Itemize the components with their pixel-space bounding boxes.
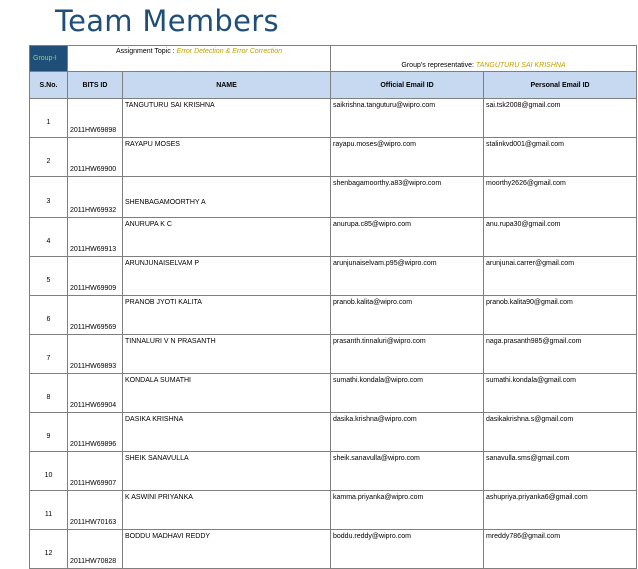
cell-name: SHEIK SANAVULLA bbox=[123, 452, 331, 491]
cell-sno: 11 bbox=[30, 491, 68, 530]
cell-name: ARUNJUNAISELVAM P bbox=[123, 257, 331, 296]
cell-name: SHENBAGAMOORTHY A bbox=[123, 177, 331, 218]
cell-name: RAYAPU MOSES bbox=[123, 138, 331, 177]
cell-official-email: rayapu.moses@wipro.com bbox=[331, 138, 484, 177]
table-row bbox=[30, 491, 637, 530]
cell-official-email: dasika.krishna@wipro.com bbox=[331, 413, 484, 452]
cell-name: DASIKA KRISHNA bbox=[123, 413, 331, 452]
col-header-sno: S.No. bbox=[30, 72, 68, 99]
cell-bits-id: 2011HW70828 bbox=[68, 530, 123, 569]
cell-personal-email: mreddy786@gmail.com bbox=[484, 530, 637, 569]
cell-sno: 7 bbox=[30, 335, 68, 374]
cell-name: PRANOB JYOTI KALITA bbox=[123, 296, 331, 335]
cell-official-email: sumathi.kondala@wipro.com bbox=[331, 374, 484, 413]
cell-bits-id: 2011HW69898 bbox=[68, 99, 123, 138]
cell-bits-id: 2011HW69932 bbox=[68, 177, 123, 218]
cell-official-email: arunjunaiselvam.p95@wipro.com bbox=[331, 257, 484, 296]
table-row bbox=[30, 452, 637, 491]
table-row bbox=[30, 296, 637, 335]
cell-bits-id: 2011HW70163 bbox=[68, 491, 123, 530]
team-members-table bbox=[29, 45, 637, 569]
page-title: Team Members bbox=[55, 4, 279, 38]
cell-sno: 1 bbox=[30, 99, 68, 138]
cell-bits-id: 2011HW69900 bbox=[68, 138, 123, 177]
cell-personal-email: arunjunai.carrer@gmail.com bbox=[484, 257, 637, 296]
cell-name: TANGUTURU SAI KRISHNA bbox=[123, 99, 331, 138]
table-row bbox=[30, 218, 637, 257]
cell-bits-id: 2011HW69907 bbox=[68, 452, 123, 491]
table-row bbox=[30, 257, 637, 296]
cell-name: K ASWINI PRIYANKA bbox=[123, 491, 331, 530]
cell-personal-email: anu.rupa30@gmail.com bbox=[484, 218, 637, 257]
cell-sno: 3 bbox=[30, 177, 68, 218]
cell-official-email: sheik.sanavulla@wipro.com bbox=[331, 452, 484, 491]
cell-bits-id: 2011HW69904 bbox=[68, 374, 123, 413]
cell-name: KONDALA SUMATHI bbox=[123, 374, 331, 413]
cell-personal-email: dasikakrishna.s@gmail.com bbox=[484, 413, 637, 452]
table-row bbox=[30, 530, 637, 569]
table-row bbox=[30, 138, 637, 177]
table-row bbox=[30, 335, 637, 374]
cell-sno: 5 bbox=[30, 257, 68, 296]
rep-value: TANGUTURU SAI KRISHNA bbox=[475, 62, 566, 69]
cell-bits-id: 2011HW69913 bbox=[68, 218, 123, 257]
cell-official-email: saikrishna.tanguturu@wipro.com bbox=[331, 99, 484, 138]
assignment-topic bbox=[68, 46, 331, 72]
cell-bits-id: 2011HW69909 bbox=[68, 257, 123, 296]
cell-sno: 2 bbox=[30, 138, 68, 177]
cell-sno: 6 bbox=[30, 296, 68, 335]
cell-official-email: boddu.reddy@wipro.com bbox=[331, 530, 484, 569]
cell-name: TINNALURI V N PRASANTH bbox=[123, 335, 331, 374]
cell-sno: 4 bbox=[30, 218, 68, 257]
table-row bbox=[30, 413, 637, 452]
cell-personal-email: sumathi.kondala@gmail.com bbox=[484, 374, 637, 413]
rep-label: Group's representative: bbox=[401, 62, 476, 69]
table-row bbox=[30, 99, 637, 138]
cell-bits-id: 2011HW69896 bbox=[68, 413, 123, 452]
column-header-row bbox=[30, 72, 637, 99]
group-label: Group-I bbox=[30, 46, 68, 72]
cell-official-email: kamma.priyanka@wipro.com bbox=[331, 491, 484, 530]
col-header-personal-email: Personal Email ID bbox=[484, 72, 637, 99]
cell-sno: 8 bbox=[30, 374, 68, 413]
topic-value: Error Detection & Error Correction bbox=[176, 48, 282, 55]
cell-name: ANURUPA K C bbox=[123, 218, 331, 257]
cell-personal-email: sanavulla.sms@gmail.com bbox=[484, 452, 637, 491]
table-info-row bbox=[30, 46, 637, 72]
cell-personal-email: sai.tsk2008@gmail.com bbox=[484, 99, 637, 138]
cell-name: BODDU MADHAVI REDDY bbox=[123, 530, 331, 569]
group-representative bbox=[331, 46, 637, 72]
cell-bits-id: 2011HW69569 bbox=[68, 296, 123, 335]
cell-official-email: shenbagamoorthy.a83@wipro.com bbox=[331, 177, 484, 218]
cell-personal-email: pranob.kalita90@gmail.com bbox=[484, 296, 637, 335]
cell-sno: 10 bbox=[30, 452, 68, 491]
cell-official-email: pranob.kalita@wipro.com bbox=[331, 296, 484, 335]
cell-personal-email: naga.prasanth985@gmail.com bbox=[484, 335, 637, 374]
col-header-name: NAME bbox=[123, 72, 331, 99]
cell-official-email: anurupa.c85@wipro.com bbox=[331, 218, 484, 257]
cell-personal-email: stalinkvd001@gmail.com bbox=[484, 138, 637, 177]
table-row bbox=[30, 374, 637, 413]
cell-bits-id: 2011HW69893 bbox=[68, 335, 123, 374]
col-header-bits-id: BITS ID bbox=[68, 72, 123, 99]
cell-official-email: prasanth.tinnaluri@wipro.com bbox=[331, 335, 484, 374]
cell-personal-email: moorthy2626@gmail.com bbox=[484, 177, 637, 218]
cell-personal-email: ashupriya.priyanka6@gmail.com bbox=[484, 491, 637, 530]
cell-sno: 12 bbox=[30, 530, 68, 569]
cell-sno: 9 bbox=[30, 413, 68, 452]
col-header-official-email: Official Email ID bbox=[331, 72, 484, 99]
topic-label: Assignment Topic : bbox=[116, 48, 177, 55]
table-row bbox=[30, 177, 637, 218]
